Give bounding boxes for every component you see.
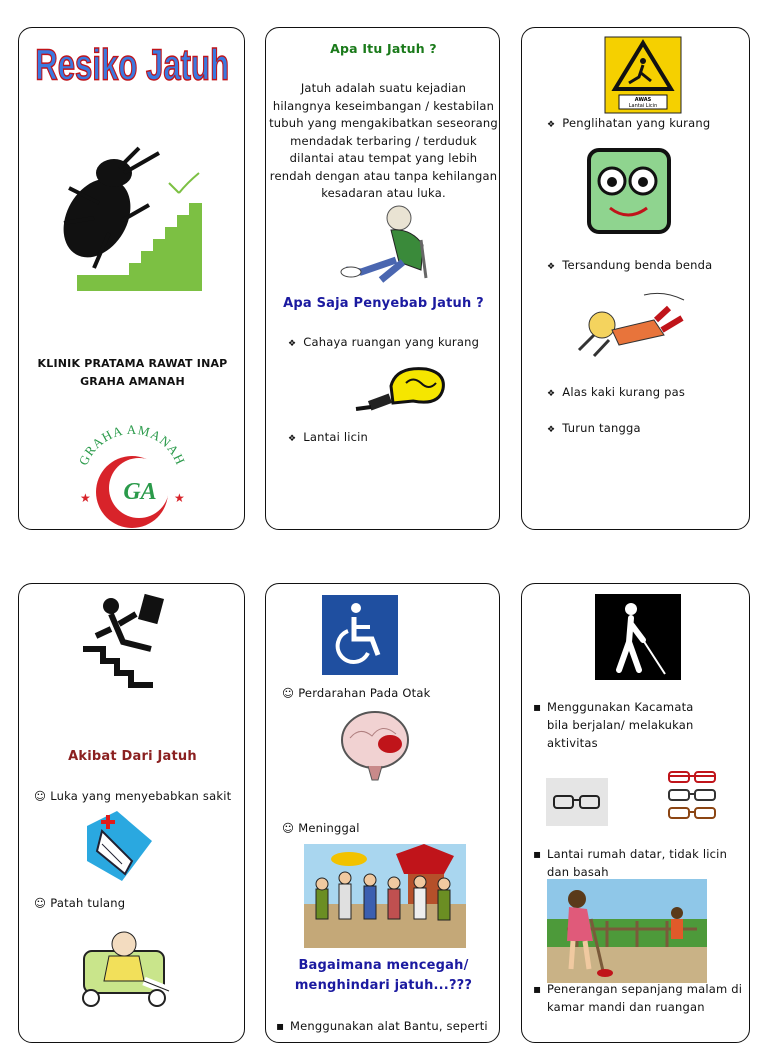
- definition-line: tubuh yang mengakibatkan seseorang: [269, 116, 498, 130]
- cover-panel: [18, 27, 245, 530]
- causes-panel: [521, 27, 750, 530]
- svg-text:★: ★: [174, 491, 185, 505]
- eyeglasses-icon: [546, 778, 608, 826]
- bandaged-leg-icon: [77, 806, 157, 886]
- prevention-floor: [547, 845, 727, 881]
- wet-floor-sign-icon: [605, 37, 681, 113]
- floor-line: ▪ Lantai rumah datar, tidak licin: [547, 847, 728, 861]
- what-is-fall-panel: [265, 27, 500, 530]
- svg-text:AWAS: AWAS: [634, 97, 652, 103]
- woman-sweeping-illustration: [547, 879, 707, 983]
- clinic-line2: GRAHA AMANAH: [80, 375, 185, 388]
- prevention-heading-line1: Bagaimana mencegah/: [298, 958, 469, 973]
- prevention-glasses: [547, 698, 694, 752]
- svg-text:GRAHA AMANAH: GRAHA AMANAH: [75, 421, 189, 468]
- causes-heading: Apa Saja Penyebab Jatuh ?: [283, 296, 484, 311]
- cause-trip: ❖ Tersandung benda benda: [547, 257, 712, 276]
- svg-text:Resiko Jatuh: Resiko Jatuh: [35, 41, 230, 91]
- definition-line: kesadaran atau luka.: [321, 186, 446, 200]
- svg-text:★: ★: [80, 491, 91, 505]
- prevention-lighting: [547, 980, 742, 1016]
- definition-line: hilangnya keseimbangan / kestabilan: [272, 98, 495, 113]
- cockroach-stairs-illustration: [59, 143, 209, 303]
- wheelchair-accessibility-icon: [322, 595, 398, 675]
- tripping-girl-illustration: [574, 290, 689, 365]
- eyeglasses-stack-icon: [665, 766, 721, 828]
- definition-line: rendah dengan atau tanpa kehilangan: [269, 168, 498, 183]
- effects-panel: [18, 583, 245, 1043]
- cause-light: ❖ Cahaya ruangan yang kurang: [288, 334, 479, 353]
- effect-death: ☺ Meninggal: [282, 820, 360, 837]
- blind-person-cane-icon: [595, 594, 681, 680]
- serious-effects-panel: [265, 583, 500, 1043]
- injured-patient-wheelchair-illustration: [69, 926, 179, 1011]
- light-bulb-icon: [351, 361, 451, 416]
- prevention-heading: [266, 956, 500, 996]
- effect-bleeding: ☺ Perdarahan Pada Otak: [282, 685, 430, 702]
- cause-shoes: ❖ Alas kaki kurang pas: [547, 384, 685, 403]
- funeral-crowd-illustration: [304, 844, 466, 948]
- glasses-line: bila berjalan/ melakukan: [547, 718, 694, 732]
- svg-text:GA: GA: [123, 479, 157, 505]
- svg-text:Lantai Licin: Lantai Licin: [628, 103, 658, 109]
- effect-fracture: ☺ Patah tulang: [34, 895, 125, 912]
- clinic-line1: KLINIK PRATAMA RAWAT INAP: [37, 357, 228, 370]
- definition-line: dilantai atau tempat yang lebih: [289, 151, 478, 165]
- elderly-fall-illustration: [341, 200, 436, 280]
- brain-bleed-illustration: [338, 708, 413, 783]
- definition-line: Jatuh adalah suatu kejadian: [300, 81, 467, 95]
- glasses-line: aktivitas: [547, 736, 598, 750]
- fall-definition: [266, 80, 500, 203]
- prevention-walking-aid: ▪ Menggunakan alat Bantu, seperti: [290, 1018, 488, 1035]
- falling-stairs-person-illustration: [81, 594, 181, 699]
- definition-line: mendadak terbaring / terduduk: [290, 133, 477, 148]
- cause-stairs: ❖ Turun tangga: [547, 420, 641, 439]
- effects-heading: Akibat Dari Jatuh: [68, 749, 197, 764]
- floor-line: dan basah: [547, 865, 609, 879]
- glasses-line: ▪ Menggunakan Kacamata: [547, 700, 694, 714]
- prevention-heading-line2: menghindari jatuh...???: [294, 978, 473, 993]
- glasses-face-icon: [585, 146, 675, 236]
- lighting-line: kamar mandi dan ruangan: [547, 1000, 705, 1014]
- title-wordart: [19, 28, 245, 98]
- prevention-panel: [521, 583, 750, 1043]
- graha-amanah-logo: [72, 420, 192, 530]
- clinic-name: [19, 355, 245, 391]
- effect-pain: ☺ Luka yang menyebabkan sakit: [34, 788, 231, 805]
- cause-vision: ❖ Penglihatan yang kurang: [547, 115, 710, 134]
- lighting-line: ▪ Penerangan sepanjang malam di: [547, 982, 743, 996]
- what-is-heading: Apa Itu Jatuh ?: [330, 41, 437, 56]
- cause-floor: ❖ Lantai licin: [288, 429, 368, 448]
